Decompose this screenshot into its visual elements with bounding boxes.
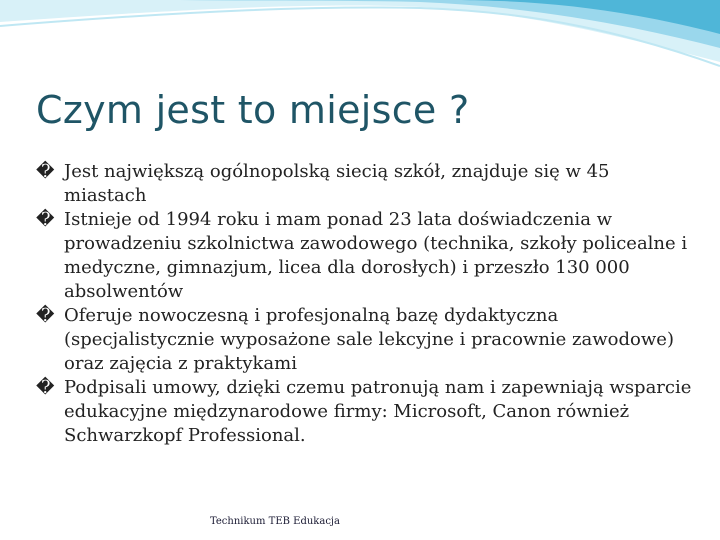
bullet-text: Istnieje od 1994 roku i mam ponad 23 lata doświadczenia w prowadzeniu szkolnictwa zawodowego (technika, szkoły policealne i medyczne, gimnazjum, licea dla dorosłych) i przeszło 130 000 absolwentów: [64, 209, 688, 302]
header-wave-decoration: [0, 0, 720, 80]
bullet-marker-icon: �: [36, 209, 55, 230]
bullet-item: [36, 304, 696, 376]
bullet-text: Jest największą ogólnopolską siecią szkół, znajduje się w 45 miastach: [64, 161, 610, 206]
bullet-marker-icon: �: [36, 161, 55, 182]
bullet-item: [36, 160, 696, 208]
slide-title: Czym jest to miejsce ?: [36, 88, 470, 132]
bullet-text: Podpisali umowy, dzięki czemu patronują nam i zapewniają wsparcie edukacyjne międzynarodowe firmy: Microsoft, Canon również Schwarzkopf Professional.: [64, 377, 692, 446]
bullet-text: Oferuje nowoczesną i profesjonalną bazę dydaktyczna (specjalistycznie wyposażone sale lekcyjne i pracownie zawodowe) oraz zajęcia z praktykami: [64, 305, 674, 374]
bullet-item: [36, 376, 696, 448]
footer-text: Technikum TEB Edukacja: [210, 516, 340, 527]
bullet-marker-icon: �: [36, 305, 55, 326]
bullet-marker-icon: �: [36, 377, 55, 398]
bullet-item: [36, 208, 696, 304]
bullet-list: [36, 160, 696, 448]
